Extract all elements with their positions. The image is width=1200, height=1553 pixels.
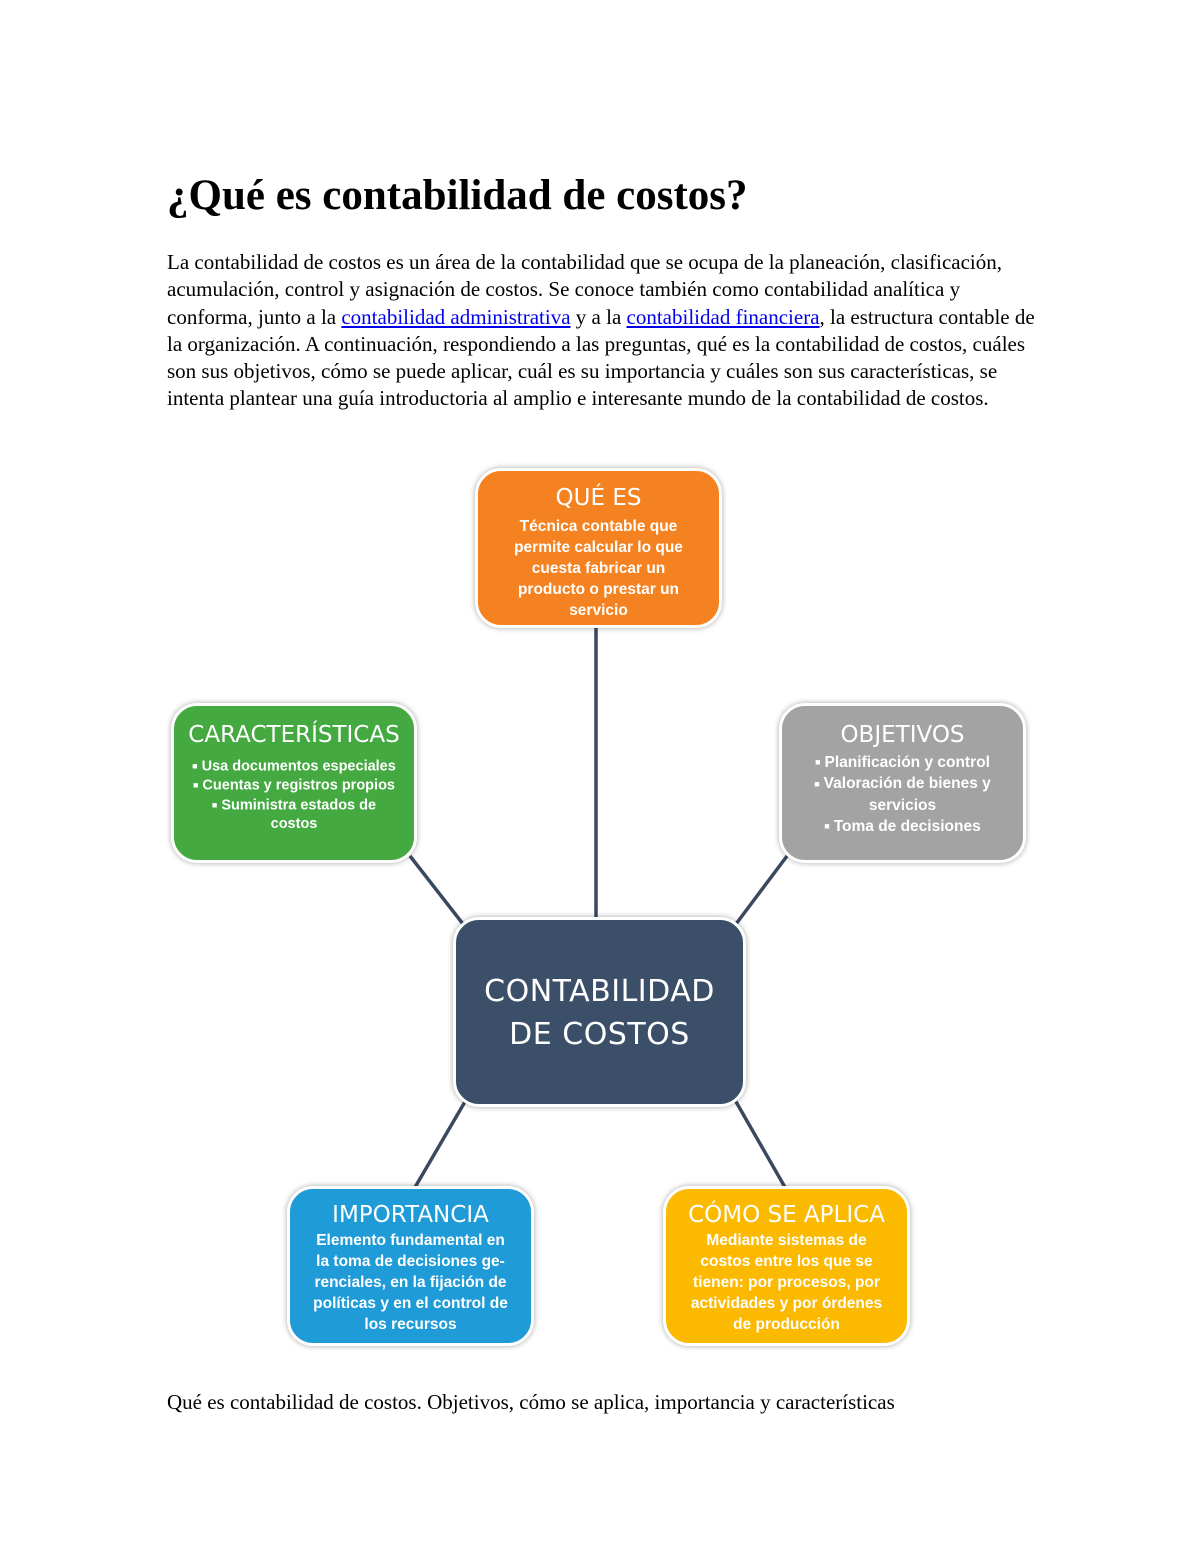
node-como-se-aplica-line: tienen: por procesos, por (693, 1274, 880, 1291)
list-item: ■ Cuentas y registros propios (192, 777, 395, 794)
intro-text-3: , la estructura contable de la organización. A continuación, respondiendo a las preguntas, qué es la contabilidad de costos, cuáles son sus objetivos, cómo se puede aplicar, cuál es su importancia y cuáles son sus características, se intenta plantear una guía introductoria al amplio e interesante mundo de la contabilidad de costos. (167, 304, 1035, 411)
node-que-es-line: permite calcular lo que (514, 539, 683, 556)
list-item: ■ Planificación y control (815, 754, 990, 771)
node-que-es-line: Técnica contable que (519, 518, 678, 535)
node-importancia-line: renciales, en la fijación de (314, 1274, 507, 1291)
page-title: ¿Qué es contabilidad de costos? (167, 172, 748, 219)
center-title-line-2: DE COSTOS (509, 1017, 690, 1052)
node-caracteristicas (171, 703, 417, 863)
list-item: ■ Usa documentos especiales (192, 758, 396, 775)
link-contabilidad-administrativa[interactable]: contabilidad administrativa (341, 304, 571, 329)
node-center-contabilidad-de-costos (453, 917, 746, 1107)
node-importancia (287, 1186, 534, 1346)
bullet-icon: ■ (211, 799, 218, 810)
node-que-es-line: cuesta fabricar un (531, 560, 666, 577)
bullet-icon: ■ (814, 778, 820, 789)
node-como-se-aplica-line: costos entre los que se (700, 1253, 873, 1270)
node-como-se-aplica (663, 1186, 910, 1346)
node-como-se-aplica-line: actividades y por órdenes (690, 1295, 883, 1312)
figure-caption: Qué es contabilidad de costos. Objetivos, cómo se aplica, importancia y características (167, 1390, 895, 1414)
intro-text-1: La contabilidad de costos es un área de la contabilidad que se ocupa de la planeación, clasificación, acumulación, control y asignación de costos. Se conoce también como contabilidad analítica y conforma, junto a la (167, 250, 1002, 329)
connector-objetivos (736, 856, 787, 924)
node-que-es-line: servicio (569, 602, 628, 619)
node-que-es-title: QUÉ ES (555, 485, 642, 511)
node-como-se-aplica-line: Mediante sistemas de (706, 1232, 867, 1249)
bullet-icon: ■ (824, 821, 830, 832)
list-item-continued: servicios (868, 796, 937, 814)
node-objetivos (779, 703, 1026, 863)
node-importancia-line: Elemento fundamental en (316, 1232, 505, 1249)
list-item: ■ Toma de decisiones (824, 817, 981, 835)
connector-como-se-aplica (735, 1100, 786, 1189)
intro-text-2: y a la (570, 304, 627, 329)
center-title-line-1: CONTABILIDAD (484, 974, 715, 1009)
link-contabilidad-financiera[interactable]: contabilidad financiera (626, 304, 820, 329)
node-como-se-aplica-line: de producción (733, 1316, 840, 1333)
bullet-icon: ■ (192, 761, 198, 771)
bullet-icon: ■ (192, 780, 199, 791)
node-caracteristicas-title: CARACTERÍSTICAS (188, 722, 400, 748)
node-que-es-line: producto o prestar un (517, 581, 680, 598)
connector-caracteristicas (410, 856, 463, 924)
node-importancia-line: políticas y en el control de (313, 1295, 508, 1312)
node-como-se-aplica-title: CÓMO SE APLICA (688, 1202, 885, 1228)
node-importancia-line: la toma de decisiones ge- (316, 1253, 505, 1270)
list-item-continued: costos (270, 815, 318, 832)
node-importancia-title: IMPORTANCIA (332, 1202, 489, 1228)
connector-importancia (414, 1100, 466, 1189)
node-importancia-line: los recursos (364, 1316, 457, 1333)
node-objetivos-title: OBJETIVOS (840, 722, 965, 748)
bullet-icon: ■ (815, 757, 821, 768)
list-item: ■ Suministra estados de (211, 796, 377, 813)
node-que-es (475, 468, 722, 628)
list-item: ■ Valoración de bienes y (814, 775, 991, 793)
